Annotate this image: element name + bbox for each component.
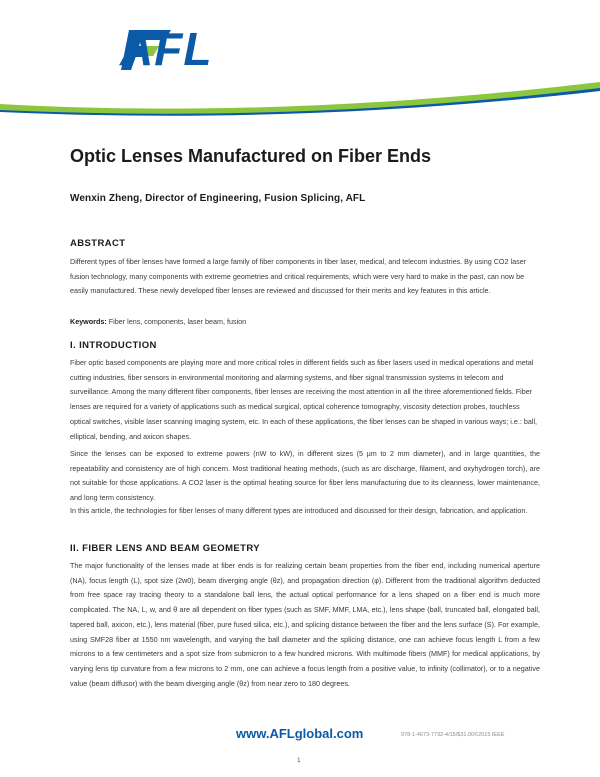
section-1-heading: I. INTRODUCTION <box>70 340 157 351</box>
page-title: Optic Lenses Manufactured on Fiber Ends <box>70 146 432 166</box>
section-2-heading: II. FIBER LENS AND BEAM GEOMETRY <box>70 543 260 554</box>
footer-publication-id: 978-1-4673-7732-4/15/$31.00©2015 IEEE <box>401 732 505 738</box>
author-line: Wenxin Zheng, Director of Engineering, Fusion Splicing, AFL <box>70 193 366 204</box>
page-number: 1 <box>297 757 301 764</box>
section-1-paragraph-3: In this article, the technologies for fiber lenses of many different types are introduced and discussed for their design, fabrication, and application. <box>70 506 528 515</box>
section-1-paragraph-2: Since the lenses can be exposed to extreme powers (nW to kW), in different sizes (5 µm to 2 mm diameter), and in large quantities, the repeatability and consistency are of high concern. Most traditional heating methods, (such as arc discharge, filament, and oxyhydrogen torch), are not suitable for those applications. A CO2 laser is the optimal heating source for fiber lens manufacturing due to its cleanness, lower maintenance, and long term consistency. <box>70 449 540 503</box>
keywords-label: Keywords: <box>70 317 107 326</box>
section-2-paragraph-1: The major functionality of the lenses made at fiber ends is for realizing certain beam properties from the fiber end, including numerical aperture (NA), focus length (L), spot size (2w0), beam diverging angle (θz), and propagation direction (φ). Different from the traditional algorithm deducted from free space ray tracing theory to a standalone ball lens, the actual optical performance for a lens shaped on a fiber end is much more complicated. The NA, L, w, and θ are all dependent on fiber types (such as SMF, MMF, LMA, etc.), lens shape (ball, truncated ball, elongated ball, tapered ball, axicon, etc.), lens material (fiber, pure fused silica, etc.), and splicing distance between the fiber and the lens surface (S). For example, using SMF28 fiber at 1550 nm wavelength, and varying the ball diameter and the splicing distance, one can achieve focus length L from a few microns to a few centimeters and a spot size from submicron to a few hundred microns. With multimode fibers (MMF) for medical applications, by varying lens tip curvature from a few microns to 2 mm, one can achieve a focus length from a positive value, to infinity (collimator), or to a negative value (beam diffusor) with the beam diverging angle (θz) from near zero to 180 degrees. <box>70 561 540 688</box>
keywords-text: Fiber lens, components, laser beam, fusion <box>106 317 247 326</box>
afl-logo-wordmark: AFL <box>120 23 213 75</box>
keywords-line <box>70 315 540 330</box>
abstract-heading: ABSTRACT <box>70 238 126 249</box>
footer-website-link[interactable]: www.AFLglobal.com <box>236 726 364 741</box>
abstract-text: Different types of fiber lenses have formed a large family of fiber components in fiber laser, medical, and telecom industries. By using CO2 laser fusion technology, many components with extreme geometries and critical requirements, which were very hard to make in the past, can now be easily manufactured. These newly developed fiber lenses are reviewed and discussed for their merits and key features in this article. <box>70 257 527 296</box>
header-swoosh <box>0 82 600 122</box>
section-1-paragraph-1: Fiber optic based components are playing more and more critical roles in different fields such as fiber lasers used in medical operations and metal cutting industries, fiber sensors in environmental monitoring and alarming systems, and fiber signal transmission systems in telecom and surveillance. Among the many different fiber components, fiber lenses are receiving the most attention in all the three aforementioned fields. Fiber lenses are required for a variety of applications such as medical surgical, optical coherence tomography, viscosity detection probes, touchless optical switches, visible laser scanning imaging system, etc. In each of these applications, the fiber lenses can be shaped in various ways; i.e.: ball, elliptical, bending, and axicon shapes. <box>70 358 538 441</box>
